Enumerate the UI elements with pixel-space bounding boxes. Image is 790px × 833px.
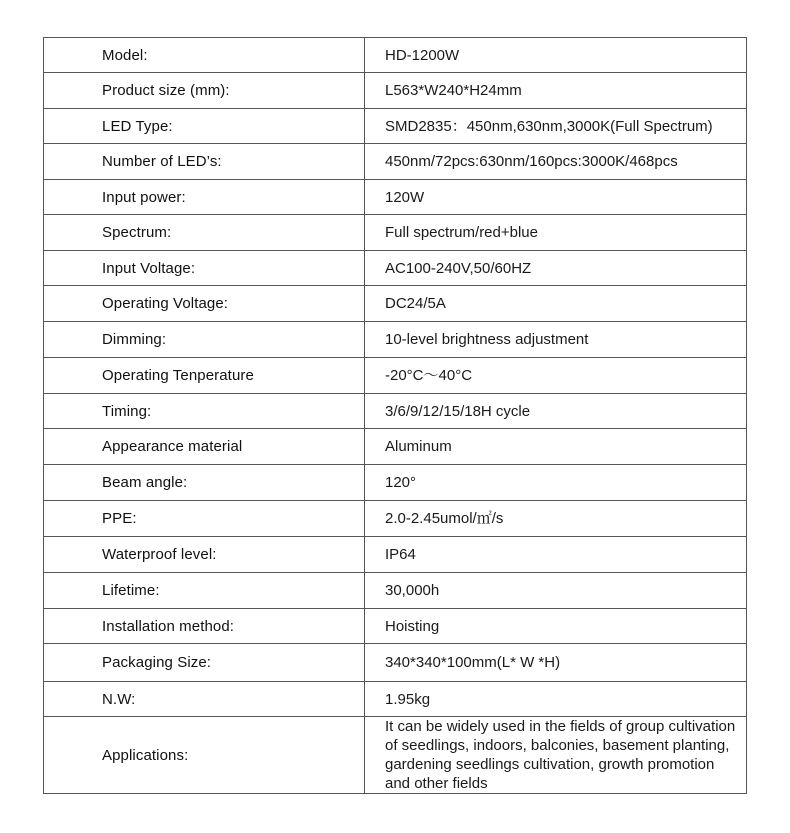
spec-row-dimming (44, 322, 747, 358)
spec-row-beam-angle (44, 465, 747, 501)
spec-row-lifetime (44, 573, 747, 609)
spec-label: Appearance material (44, 429, 365, 465)
spec-value: AC100-240V,50/60HZ (365, 251, 747, 286)
spec-row-net-weight (44, 682, 747, 717)
spec-value: 340*340*100mm(L* W *H) (365, 644, 747, 682)
spec-value: 30,000h (365, 573, 747, 609)
spec-label: LED Type: (44, 109, 365, 144)
spec-row-ppe (44, 501, 747, 537)
spec-row-led-type (44, 109, 747, 144)
spec-value: -20°C～40°C (365, 358, 747, 394)
spec-value: IP64 (365, 537, 747, 573)
spec-label: Timing: (44, 394, 365, 429)
spec-value: HD-1200W (365, 38, 747, 73)
spec-label: Applications: (44, 717, 365, 794)
spec-row-number-of-leds (44, 144, 747, 180)
spec-label: Beam angle: (44, 465, 365, 501)
spec-row-installation-method (44, 609, 747, 644)
spec-row-operating-temperature (44, 358, 747, 394)
spec-value: 120W (365, 180, 747, 215)
spec-label: Dimming: (44, 322, 365, 358)
spec-label: Model: (44, 38, 365, 73)
spec-row-applications (44, 717, 747, 794)
spec-label: Installation method: (44, 609, 365, 644)
spec-value: Hoisting (365, 609, 747, 644)
spec-label: Operating Tenperature (44, 358, 365, 394)
spec-label: Input Voltage: (44, 251, 365, 286)
spec-value: 450nm/72pcs:630nm/160pcs:3000K/468pcs (365, 144, 747, 180)
spec-value: 120° (365, 465, 747, 501)
spec-label: PPE: (44, 501, 365, 537)
spec-value: SMD2835：450nm,630nm,3000K(Full Spectrum) (365, 109, 747, 144)
spec-row-input-voltage (44, 251, 747, 286)
spec-value: 1.95kg (365, 682, 747, 717)
spec-value: It can be widely used in the fields of group cultivation of seedlings, indoors, balconies, basement planting, gardening seedlings cultivation, growth promotion and other fields (365, 717, 747, 794)
spec-value: 10-level brightness adjustment (365, 322, 747, 358)
spec-label: Spectrum: (44, 215, 365, 251)
spec-row-product-size (44, 73, 747, 109)
spec-label: Waterproof level: (44, 537, 365, 573)
spec-label: Operating Voltage: (44, 286, 365, 322)
spec-value: Aluminum (365, 429, 747, 465)
spec-value: DC24/5A (365, 286, 747, 322)
spec-label: N.W: (44, 682, 365, 717)
spec-table (43, 37, 747, 794)
spec-value: 3/6/9/12/15/18H cycle (365, 394, 747, 429)
spec-label: Product size (mm): (44, 73, 365, 109)
spec-label: Input power: (44, 180, 365, 215)
spec-row-operating-voltage (44, 286, 747, 322)
spec-label: Packaging Size: (44, 644, 365, 682)
spec-value: 2.0-2.45umol/㎡/s (365, 501, 747, 537)
spec-value: Full spectrum/red+blue (365, 215, 747, 251)
spec-row-appearance-material (44, 429, 747, 465)
spec-row-spectrum (44, 215, 747, 251)
spec-label: Lifetime: (44, 573, 365, 609)
spec-row-input-power (44, 180, 747, 215)
spec-label: Number of LED’s: (44, 144, 365, 180)
spec-row-waterproof-level (44, 537, 747, 573)
spec-row-model (44, 38, 747, 73)
spec-row-timing (44, 394, 747, 429)
spec-value: L563*W240*H24mm (365, 73, 747, 109)
spec-row-packaging-size (44, 644, 747, 682)
